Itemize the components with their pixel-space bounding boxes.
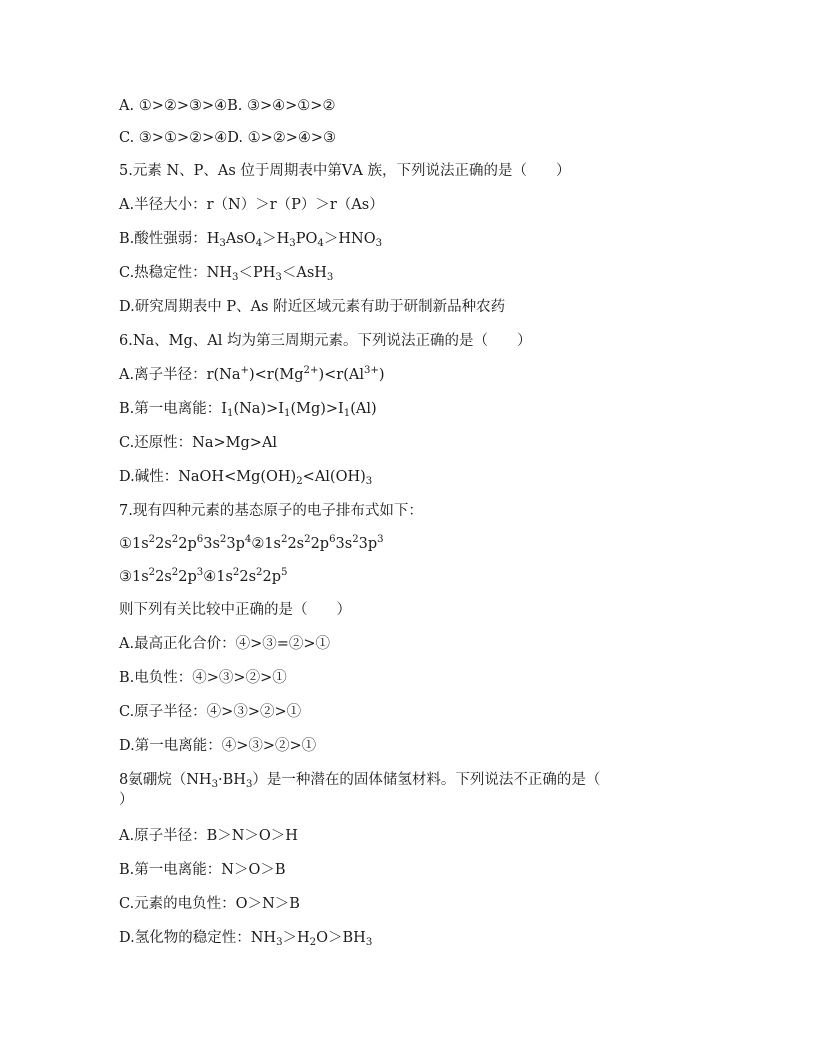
text: ＞HNO [323, 231, 376, 247]
superscript: 2 [171, 567, 179, 578]
subscript: 1 [343, 408, 351, 419]
q7-configs-row-2 [119, 567, 679, 587]
text: 8氨硼烷（NH [119, 772, 212, 788]
q7-option-d: D.第一电离能：④>③>②>① [119, 738, 317, 754]
subscript: 4 [255, 238, 263, 249]
text: 2s [155, 569, 172, 585]
text: (Al) [350, 401, 377, 417]
subscript: 3 [211, 779, 219, 790]
subscript: 3 [365, 937, 373, 948]
option-d: D. ①>②>④>③ [227, 130, 337, 146]
text: ③1s [119, 569, 149, 585]
text: B.酸性强弱：H [119, 231, 220, 247]
option-b: B. ③>④>①>② [227, 98, 336, 114]
subscript: 3 [232, 272, 239, 283]
q5-option-c [119, 263, 679, 283]
subscript: 1 [227, 408, 234, 419]
text: (Mg)>I [290, 401, 344, 417]
q7-option-a: A.最高正化合价：④>③=②>① [119, 636, 331, 652]
text: <Al(OH) [302, 469, 366, 485]
subscript: 3 [365, 476, 373, 487]
superscript: 6 [196, 534, 204, 545]
superscript: 2 [148, 534, 156, 545]
text: C.热稳定性：NH [119, 265, 233, 281]
text: AsO [225, 231, 256, 247]
superscript: 3 [196, 567, 204, 578]
q6-option-c: C.还原性：Na>Mg>Al [119, 435, 278, 451]
text: 2p [178, 536, 197, 552]
text: 2s [155, 536, 172, 552]
text: )<r(Mg [249, 367, 304, 383]
question-6: 6.Na、Mg、Al 均为第三周期元素。下列说法正确的是（ ） [119, 333, 532, 349]
subscript: 1 [283, 408, 291, 419]
subscript: 2 [309, 937, 317, 948]
q6-option-d [119, 467, 679, 487]
q6-option-b [119, 399, 679, 419]
superscript: 4 [244, 534, 252, 545]
text: B.第一电离能：I [119, 401, 227, 417]
superscript: 2 [219, 534, 227, 545]
text: D.碱性：NaOH<Mg(OH) [119, 469, 297, 485]
text: 2p [178, 569, 197, 585]
superscript: 2 [171, 534, 179, 545]
subscript: 3 [219, 238, 226, 249]
text: ①1s [119, 536, 149, 552]
question-8 [119, 770, 659, 810]
superscript: 2 [304, 534, 311, 545]
text: ·BH [218, 772, 246, 788]
q8-option-a: A.原子半径：B＞N＞O＞H [119, 828, 298, 844]
q8-option-d [119, 928, 679, 948]
superscript: 3+ [363, 365, 379, 376]
question-5: 5.元素 N、P、As 位于周期表中第ⅤA 族，下列说法正确的是（ ） [119, 163, 571, 179]
text: 3s [335, 536, 353, 552]
q5-option-a: A.半径大小：r（N）＞r（P）＞r（As） [119, 197, 384, 213]
superscript: 2 [280, 534, 288, 545]
q5-option-b [119, 229, 679, 249]
text: 3s [203, 536, 220, 552]
text: ) [378, 367, 385, 383]
text: )<r(Al [318, 367, 364, 383]
text: O＞BH [316, 930, 366, 946]
q8-option-c: C.元素的电负性：O＞N＞B [119, 896, 300, 912]
text: ） [119, 792, 134, 808]
superscript: 2+ [303, 365, 319, 376]
subscript: 3 [375, 238, 383, 249]
subscript: 3 [326, 272, 334, 283]
superscript: 5 [280, 567, 288, 578]
text: ②1s [251, 536, 281, 552]
superscript: 2 [256, 567, 263, 578]
subscript: 2 [296, 476, 303, 487]
subscript: 3 [275, 272, 282, 283]
q7-option-c: C.原子半径：④>③>②>① [119, 704, 302, 720]
superscript: 6 [329, 534, 336, 545]
text: ＜AsH [281, 265, 327, 281]
text: ）是一种潜在的固体储氢材料。下列说法不正确的是（ [252, 772, 601, 788]
text: A.离子半径：r(Na [119, 367, 241, 383]
q6-option-a [119, 365, 679, 385]
option-c: C. ③>①>②>④ [119, 130, 228, 146]
q5-option-d: D.研究周期表中 P、As 附近区域元素有助于研制新品种农药 [119, 299, 506, 315]
subscript: 3 [289, 238, 296, 249]
q8-option-b: B.第一电离能：N＞O＞B [119, 862, 286, 878]
superscript: 3 [377, 534, 384, 545]
text: ＜PH [238, 265, 276, 281]
text: 3p [226, 536, 245, 552]
option-a: A. ①>②>③>④ [119, 98, 228, 114]
text: 3p [358, 536, 378, 552]
q7-stem: 则下列有关比较中正确的是（ ） [119, 602, 351, 618]
text: ＞H [282, 930, 310, 946]
text: 2p [310, 536, 330, 552]
text: ④1s [203, 569, 233, 585]
option-row-cd [119, 128, 679, 148]
superscript: 2 [148, 567, 156, 578]
subscript: 3 [276, 937, 283, 948]
text: (Na)>I [233, 401, 284, 417]
q7-option-b: B.电负性：④>③>②>① [119, 670, 287, 686]
superscript: + [240, 365, 249, 376]
text: 2s [287, 536, 305, 552]
superscript: 2 [232, 567, 240, 578]
text: 2p [262, 569, 281, 585]
q7-configs-row-1 [119, 534, 679, 554]
subscript: 3 [245, 779, 253, 790]
superscript: 2 [352, 534, 359, 545]
text: D.氢化物的稳定性：NH [119, 930, 277, 946]
question-7: 7.现有四种元素的基态原子的电子排布式如下： [119, 503, 423, 519]
text: PO [295, 231, 318, 247]
text: ＞H [262, 231, 290, 247]
text: 2s [239, 569, 257, 585]
subscript: 4 [317, 238, 324, 249]
option-row-ab [119, 96, 679, 116]
